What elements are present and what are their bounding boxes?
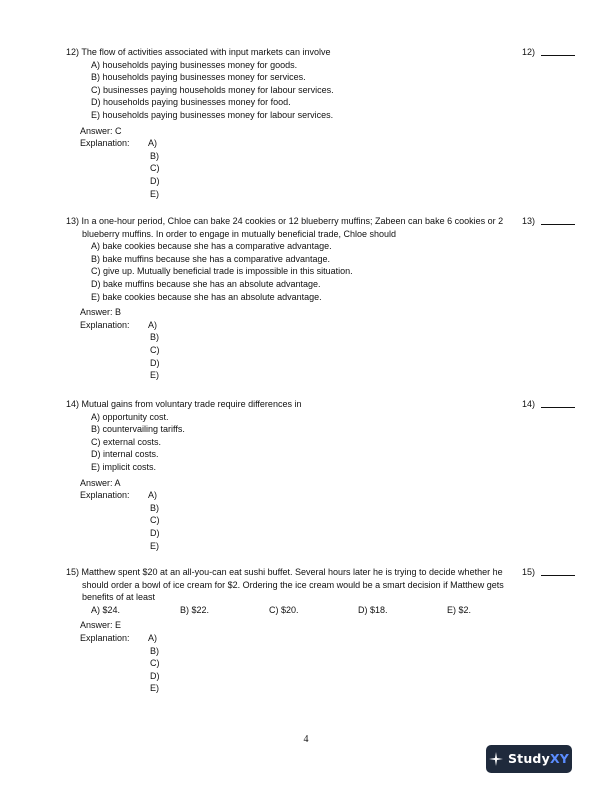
options-row <box>66 604 596 617</box>
explanation-letter: B) <box>150 332 159 343</box>
explanation <box>66 489 596 552</box>
answer-line: Answer: C <box>80 125 122 136</box>
studyxy-badge[interactable] <box>486 745 572 773</box>
option: B) $22. <box>180 604 210 615</box>
explanation-label: Explanation: <box>80 319 130 330</box>
options-list <box>66 240 596 303</box>
options-list <box>66 411 596 474</box>
plus-sparkle-icon <box>489 752 503 766</box>
answer-line: Answer: B <box>80 307 122 318</box>
answer-blank <box>522 398 575 411</box>
explanation-letter: B) <box>150 645 159 656</box>
explanation-letter: E) <box>150 683 159 694</box>
explanation-letters <box>148 632 160 695</box>
question-14 <box>66 398 596 552</box>
question-number: 13) <box>522 216 536 226</box>
explanation-letter: D) <box>150 175 160 186</box>
explanation-label: Explanation: <box>80 632 130 643</box>
explanation-letter: D) <box>150 527 160 538</box>
answer-blank <box>522 566 575 579</box>
explanation <box>66 319 596 382</box>
explanation-letter: B) <box>150 150 159 161</box>
option: E) implicit costs. <box>91 461 157 472</box>
explanation-label: Explanation: <box>80 490 130 501</box>
option: B) households paying businesses money for services. <box>91 72 306 83</box>
blank-line <box>541 55 575 56</box>
question-stem: 15) Matthew spent $20 at an all-you-can eat sushi buffet. Several hours later he is trying to decide whether he should order a bowl of ice cream for $2. Ordering the ice cream would be a smart decision if Matthew gets benefits of at least <box>66 567 504 603</box>
explanation-letter: D) <box>150 670 160 681</box>
explanation-letters <box>148 137 160 200</box>
explanation-letter: C) <box>150 163 160 174</box>
option: E) households paying businesses money for labour services. <box>91 109 334 120</box>
option: C) external costs. <box>91 436 162 447</box>
badge-brand-accent: XY <box>549 750 570 766</box>
explanation-letter: A) <box>148 490 157 501</box>
question-stem: 12) The flow of activities associated with input markets can involve <box>66 47 331 57</box>
explanation-letter: C) <box>150 515 160 526</box>
explanation <box>66 632 596 695</box>
option: C) $20. <box>269 604 299 615</box>
question-number: 15) <box>522 567 536 577</box>
question-stem: 14) Mutual gains from voluntary trade require differences in <box>66 399 302 409</box>
option: C) businesses paying households money for labour services. <box>91 84 334 95</box>
option: A) $24. <box>91 604 121 615</box>
explanation <box>66 137 596 200</box>
badge-brand: Study <box>507 750 550 766</box>
answer-blank <box>522 46 575 59</box>
answer-line: Answer: E <box>80 620 122 631</box>
option: D) households paying businesses money for food. <box>91 97 291 108</box>
option: E) bake cookies because she has an absolute advantage. <box>91 291 322 302</box>
explanation-letters <box>148 489 160 552</box>
option: E) $2. <box>447 604 472 615</box>
answer-line: Answer: A <box>80 477 121 488</box>
blank-line <box>541 407 575 408</box>
option: A) bake cookies because she has a comparative advantage. <box>91 241 332 252</box>
question-number: 12) <box>522 47 536 57</box>
explanation-letter: E) <box>150 188 159 199</box>
question-stem: 13) In a one-hour period, Chloe can bake 24 cookies or 12 blueberry muffins; Zabeen can bake 6 cookies or 2 blueberry muffins. In order to engage in mutually beneficial trade, Chloe should <box>66 216 504 239</box>
question-13 <box>66 215 596 382</box>
option: B) countervailing tariffs. <box>91 424 185 435</box>
explanation-letter: A) <box>148 319 157 330</box>
option: B) bake muffins because she has a comparative advantage. <box>91 253 330 264</box>
explanation-letter: C) <box>150 344 160 355</box>
explanation-letter: E) <box>150 370 159 381</box>
explanation-letter: B) <box>150 502 159 513</box>
option: D) $18. <box>358 604 388 615</box>
explanation-letters <box>148 319 160 382</box>
answer-blank <box>522 215 575 228</box>
explanation-letter: D) <box>150 357 160 368</box>
blank-line <box>541 224 575 225</box>
option: A) opportunity cost. <box>91 411 169 422</box>
question-12 <box>66 46 596 200</box>
options-list <box>66 59 596 122</box>
option: A) households paying businesses money for goods. <box>91 59 298 70</box>
option: C) give up. Mutually beneficial trade is impossible in this situation. <box>91 266 353 277</box>
explanation-letter: A) <box>148 138 157 149</box>
option: D) internal costs. <box>91 449 159 460</box>
page-number: 4 <box>303 734 309 745</box>
question-number: 14) <box>522 399 536 409</box>
explanation-letter: A) <box>148 632 157 643</box>
explanation-letter: C) <box>150 658 160 669</box>
explanation-letter: E) <box>150 540 159 551</box>
question-15 <box>66 566 596 695</box>
explanation-label: Explanation: <box>80 138 130 149</box>
blank-line <box>541 575 575 576</box>
option: D) bake muffins because she has an absolute advantage. <box>91 278 321 289</box>
